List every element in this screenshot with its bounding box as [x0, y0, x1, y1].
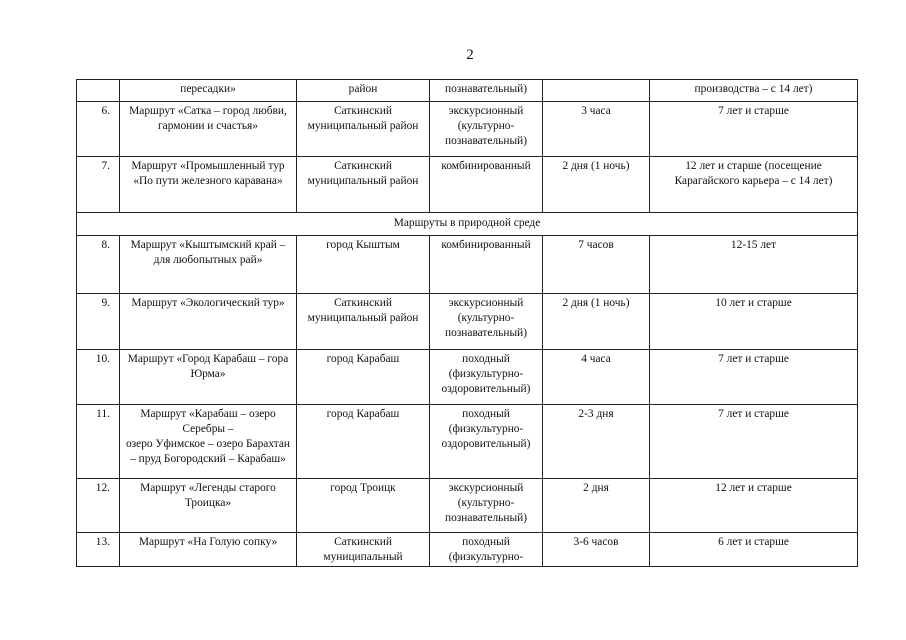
duration-cell: 3-6 часов	[543, 533, 650, 567]
table-row	[77, 80, 858, 102]
duration-cell: 7 часов	[543, 236, 650, 294]
location-cell: Саткинский муниципальный район	[297, 102, 430, 157]
num-cell	[77, 80, 120, 102]
duration-cell: 3 часа	[543, 102, 650, 157]
section-row	[77, 213, 858, 236]
table-row	[77, 157, 858, 213]
type-cell: походный (физкультурно-оздоровительный)	[430, 405, 543, 479]
age-cell: 7 лет и старше	[650, 350, 858, 405]
age-cell: 12 лет и старше (посещение Карагайского карьера – с 14 лет)	[650, 157, 858, 213]
age-cell: 7 лет и старше	[650, 405, 858, 479]
num-cell: 8.	[77, 236, 120, 294]
route-cell: Маршрут «Промышленный тур «По пути железного каравана»	[120, 157, 297, 213]
age-cell: производства – с 14 лет)	[650, 80, 858, 102]
route-cell: Маршрут «Легенды старого Троицка»	[120, 479, 297, 533]
table-row	[77, 236, 858, 294]
num-cell: 11.	[77, 405, 120, 479]
location-cell: город Троицк	[297, 479, 430, 533]
location-cell: город Кыштым	[297, 236, 430, 294]
type-cell: походный (физкультурно-	[430, 533, 543, 567]
location-cell: Саткинский муниципальный	[297, 533, 430, 567]
table-row	[77, 479, 858, 533]
age-cell: 12 лет и старше	[650, 479, 858, 533]
num-cell: 13.	[77, 533, 120, 567]
num-cell: 6.	[77, 102, 120, 157]
route-cell: Маршрут «Экологический тур»	[120, 294, 297, 350]
duration-cell	[543, 80, 650, 102]
table-row	[77, 350, 858, 405]
location-cell: Саткинский муниципальный район	[297, 294, 430, 350]
route-cell: Маршрут «На Голую сопку»	[120, 533, 297, 567]
route-cell: пересадки»	[120, 80, 297, 102]
location-cell: город Карабаш	[297, 405, 430, 479]
age-cell: 7 лет и старше	[650, 102, 858, 157]
table-row	[77, 533, 858, 567]
type-cell: комбинированный	[430, 236, 543, 294]
type-cell: экскурсионный (культурно-познавательный)	[430, 479, 543, 533]
table-row	[77, 294, 858, 350]
age-cell: 12-15 лет	[650, 236, 858, 294]
type-cell: походный (физкультурно-оздоровительный)	[430, 350, 543, 405]
duration-cell: 2-3 дня	[543, 405, 650, 479]
type-cell: комбинированный	[430, 157, 543, 213]
num-cell: 10.	[77, 350, 120, 405]
routes-table	[76, 79, 858, 567]
type-cell: экскурсионный (культурно-познавательный)	[430, 102, 543, 157]
type-cell: познавательный)	[430, 80, 543, 102]
page-number: 2	[466, 47, 474, 63]
route-cell: Маршрут «Сатка – город любви, гармонии и счастья»	[120, 102, 297, 157]
location-cell: район	[297, 80, 430, 102]
duration-cell: 4 часа	[543, 350, 650, 405]
num-cell: 9.	[77, 294, 120, 350]
type-cell: экскурсионный (культурно-познавательный)	[430, 294, 543, 350]
location-cell: Саткинский муниципальный район	[297, 157, 430, 213]
duration-cell: 2 дня (1 ночь)	[543, 294, 650, 350]
duration-cell: 2 дня (1 ночь)	[543, 157, 650, 213]
location-cell: город Карабаш	[297, 350, 430, 405]
table-row	[77, 102, 858, 157]
route-cell: Маршрут «Город Карабаш – гора Юрма»	[120, 350, 297, 405]
age-cell: 6 лет и старше	[650, 533, 858, 567]
num-cell: 12.	[77, 479, 120, 533]
table-row	[77, 405, 858, 479]
section-title: Маршруты в природной среде	[77, 213, 858, 236]
route-cell: Маршрут «Карабаш – озеро Серебры – озеро Уфимское – озеро Барахтан – пруд Богородский – Карабаш»	[120, 405, 297, 479]
age-cell: 10 лет и старше	[650, 294, 858, 350]
duration-cell: 2 дня	[543, 479, 650, 533]
num-cell: 7.	[77, 157, 120, 213]
route-cell: Маршрут «Кыштымский край – для любопытных рай»	[120, 236, 297, 294]
